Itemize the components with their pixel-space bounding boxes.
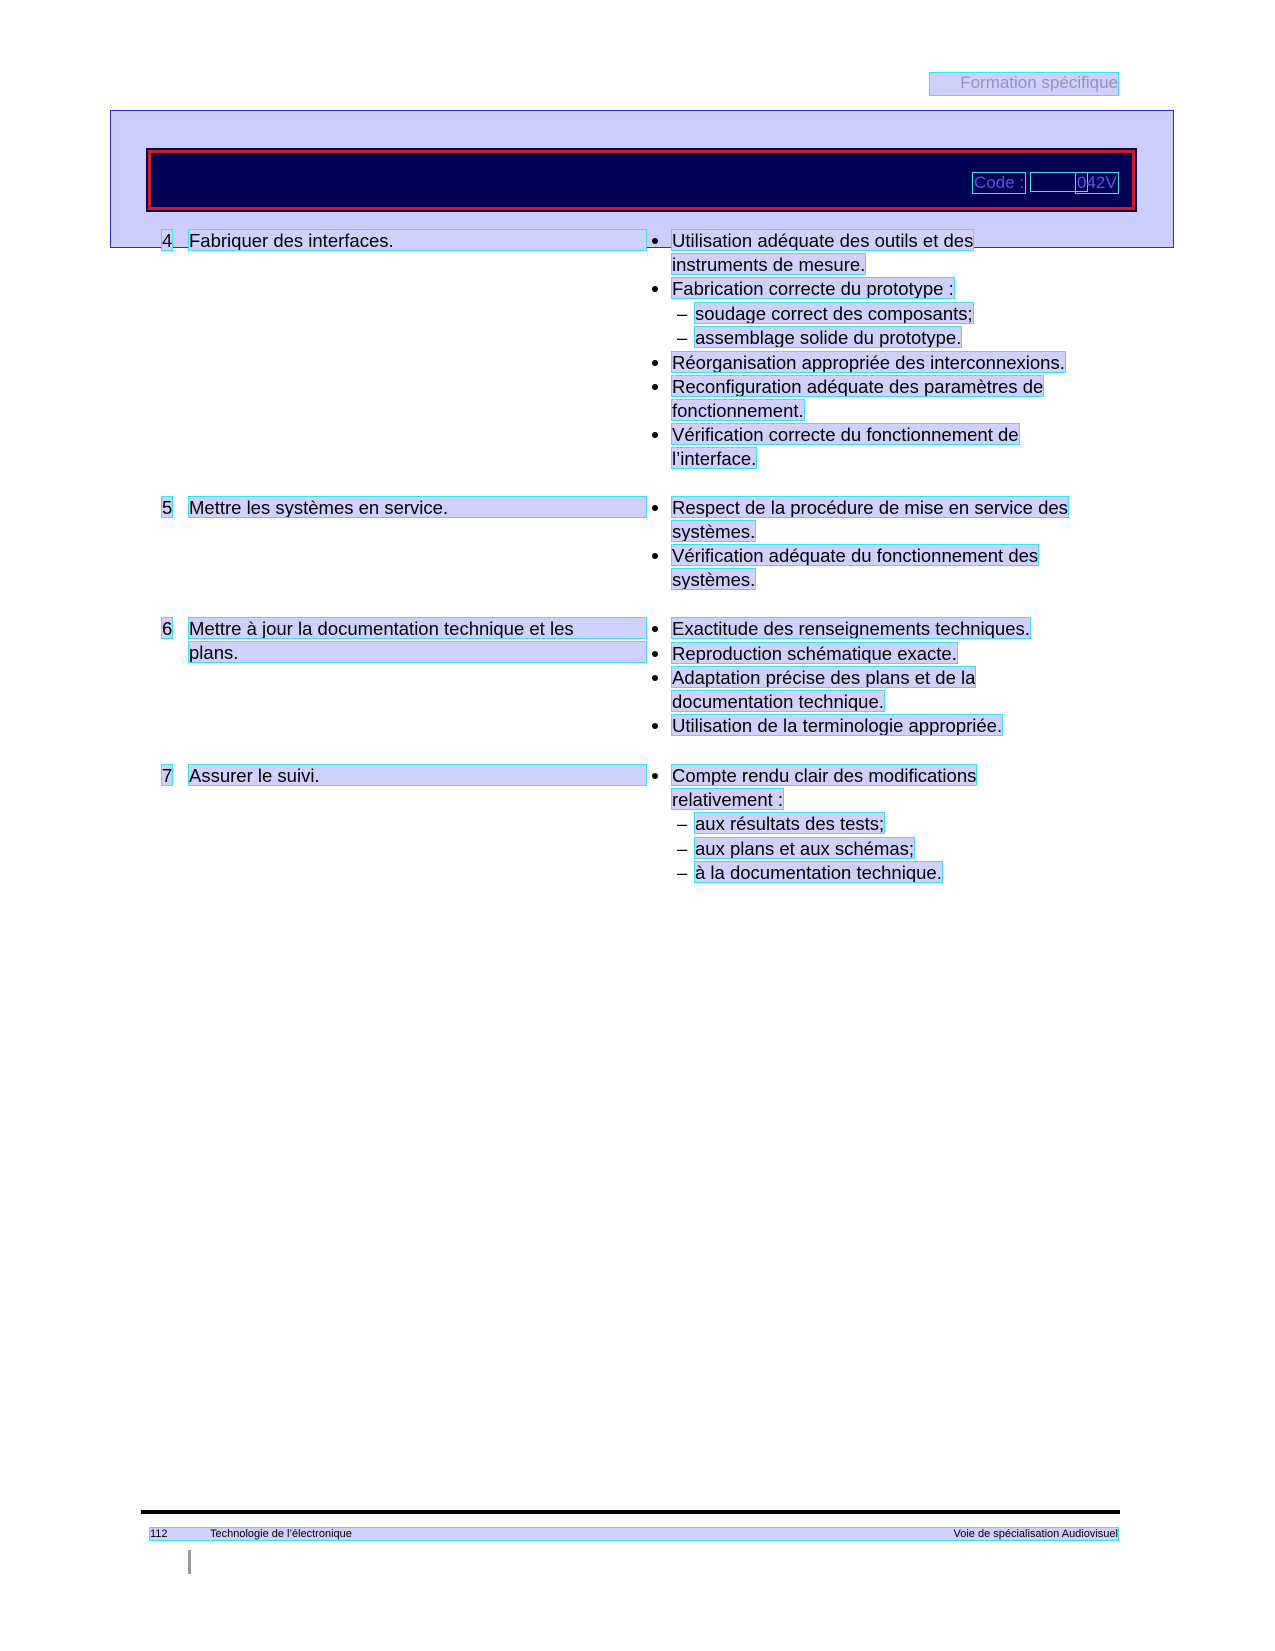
criterion-text: l’interface. bbox=[672, 447, 757, 469]
element-text: Mettre les systèmes en service. bbox=[189, 497, 646, 517]
footer bbox=[150, 1528, 1118, 1540]
element-number: 6 bbox=[162, 618, 173, 639]
element-number: 5 bbox=[162, 497, 173, 518]
footer-program: Technologie de l’électronique bbox=[210, 1528, 352, 1540]
code-label: Code : bbox=[974, 173, 1025, 192]
element-text: Mettre à jour la documentation technique et les bbox=[189, 618, 646, 638]
bullet-icon bbox=[652, 723, 658, 729]
bullet-icon bbox=[652, 553, 658, 559]
dash-icon: – bbox=[677, 327, 688, 348]
criterion-text: Reconfiguration adéquate des paramètres de bbox=[672, 376, 1044, 397]
criterion-text: Exactitude des renseignements techniques. bbox=[672, 618, 1030, 639]
bullet-icon bbox=[652, 651, 658, 657]
dash-icon: – bbox=[677, 837, 688, 859]
criterion-text: Compte rendu clair des modifications bbox=[672, 765, 977, 786]
code-value: 042V bbox=[1077, 173, 1117, 192]
criterion-text: Utilisation adéquate des outils et des bbox=[672, 230, 974, 251]
sub-criterion-text: aux plans et aux schémas; bbox=[695, 837, 915, 859]
bullet-icon bbox=[652, 626, 658, 632]
dash-icon: – bbox=[677, 813, 688, 834]
bullet-icon bbox=[652, 773, 658, 779]
footer-specialization: Voie de spécialisation Audiovisuel bbox=[953, 1528, 1118, 1540]
criterion-text: systèmes. bbox=[672, 520, 756, 542]
element-text: plans. bbox=[189, 642, 646, 662]
criterion-text: Réorganisation appropriée des interconnexions. bbox=[672, 351, 1065, 373]
criterion-text: Respect de la procédure de mise en service des bbox=[672, 497, 1068, 518]
bullet-icon bbox=[652, 675, 658, 681]
dash-icon: – bbox=[677, 862, 688, 883]
sub-criterion-text: à la documentation technique. bbox=[695, 862, 942, 883]
element-text: Fabriquer des interfaces. bbox=[189, 230, 646, 250]
criterion-text: Fabrication correcte du prototype : bbox=[672, 278, 954, 299]
sub-criterion-text: assemblage solide du prototype. bbox=[695, 327, 962, 348]
criterion-text: Vérification adéquate du fonctionnement des bbox=[672, 545, 1039, 566]
bullet-icon bbox=[652, 432, 658, 438]
bullet-icon bbox=[652, 505, 658, 511]
sub-criterion-text: aux résultats des tests; bbox=[695, 813, 885, 834]
criterion-text: Adaptation précise des plans et de la bbox=[672, 667, 976, 688]
footer-rule bbox=[141, 1510, 1120, 1514]
dash-icon: – bbox=[677, 302, 688, 324]
criterion-text: documentation technique. bbox=[672, 690, 884, 712]
element-number: 7 bbox=[162, 765, 173, 786]
banner-bar bbox=[148, 150, 1135, 210]
bullet-icon bbox=[652, 360, 658, 366]
criterion-text: relativement : bbox=[672, 788, 784, 810]
element-text: Assurer le suivi. bbox=[189, 765, 646, 785]
running-title: Formation spécifique bbox=[930, 73, 1118, 95]
criterion-text: instruments de mesure. bbox=[672, 253, 866, 275]
criterion-text: fonctionnement. bbox=[672, 399, 804, 421]
bullet-icon bbox=[652, 384, 658, 390]
criterion-text: Reproduction schématique exacte. bbox=[672, 642, 957, 664]
footer-page-number: 112 bbox=[150, 1528, 168, 1540]
criterion-text: systèmes. bbox=[672, 568, 756, 590]
bullet-icon bbox=[652, 238, 658, 244]
bullet-icon bbox=[652, 286, 658, 292]
sub-criterion-text: soudage correct des composants; bbox=[695, 302, 973, 324]
margin-mark bbox=[188, 1550, 191, 1574]
criterion-text: Utilisation de la terminologie appropriée. bbox=[672, 715, 1003, 736]
criterion-text: Vérification correcte du fonctionnement de bbox=[672, 424, 1019, 445]
element-number: 4 bbox=[162, 230, 173, 251]
